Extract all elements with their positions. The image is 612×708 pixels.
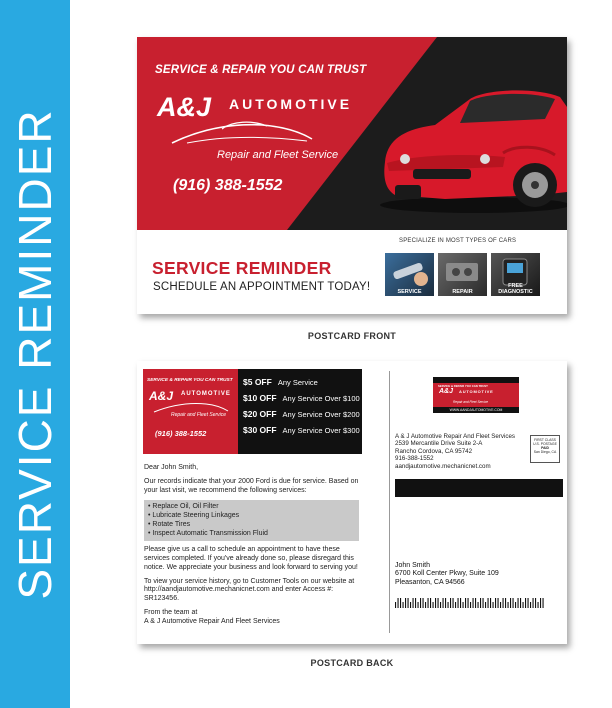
barcode-bar	[443, 598, 444, 608]
return-address-line: 2539 Mercantile Drive Suite 2-A	[395, 440, 483, 448]
barcode-bar	[480, 598, 481, 608]
front-brand-aj: A&J	[157, 92, 212, 122]
barcode-bar	[485, 602, 486, 608]
list-item: • Lubricate Steering Linkages	[148, 512, 240, 519]
stamp-line: PAID	[541, 446, 549, 451]
address-divider	[389, 371, 390, 633]
barcode-bar	[403, 602, 404, 608]
logo-top-strip	[433, 377, 519, 383]
back-tagline: SERVICE & REPAIR YOU CAN TRUST	[147, 378, 233, 383]
car-swoosh-logo-icon	[167, 119, 317, 149]
offer-row	[243, 393, 360, 403]
back-brand-subtitle: Repair and Fleet Service	[171, 412, 227, 418]
offer-row	[243, 377, 318, 387]
return-address-line: aandjautomotive.mechanicnet.com	[395, 462, 491, 470]
barcode-bar	[440, 602, 441, 608]
offer-amount: $30 OFF	[243, 425, 277, 435]
postcard-front	[137, 37, 567, 314]
front-tagline: SERVICE & REPAIR YOU CAN TRUST	[155, 64, 367, 76]
barcode-bar	[453, 598, 454, 608]
side-banner-text: SERVICE REMINDER	[9, 108, 61, 600]
thumb-service	[385, 253, 434, 296]
offer-amount: $20 OFF	[243, 409, 277, 419]
offer-row	[243, 425, 360, 435]
barcode-bar	[523, 602, 524, 608]
barcode-bar	[520, 598, 521, 608]
back-brand-aj: A&J	[149, 389, 174, 403]
barcode-bar	[538, 602, 539, 608]
front-phone: (916) 388-1552	[173, 177, 283, 194]
barcode-bar	[515, 602, 516, 608]
barcode-bar	[518, 598, 519, 608]
barcode-bar	[508, 602, 509, 608]
list-item: • Inspect Automatic Transmission Fluid	[148, 529, 268, 537]
barcode-bar	[435, 598, 436, 608]
list-item: • Replace Oil, Oil Filter	[148, 503, 219, 511]
logo-url: WWW.AANDJAUTOMOTIVE.COM	[433, 407, 519, 413]
barcode-bar	[405, 598, 406, 608]
barcode-bar	[408, 598, 409, 608]
front-caption: POSTCARD FRONT	[307, 331, 397, 341]
thumb-repair-label: REPAIR	[452, 289, 473, 295]
offer-panel	[143, 369, 362, 454]
thumb-repair	[438, 253, 487, 296]
list-item: • Rotate Tires	[148, 520, 191, 528]
front-footer	[137, 230, 567, 314]
offer-row	[243, 409, 360, 419]
stamp-line: San Diego, CA	[533, 450, 557, 455]
thumb-diagnostic-label: FREE DIAGNOSTIC	[498, 283, 533, 295]
barcode-bar	[395, 602, 396, 608]
barcode-bar	[530, 602, 531, 608]
letter-paragraph: Please give us a call to schedule an appointment to have these services completed. If you've already done so, please disregard this notice. We appreciate your business and look forward to serving you!	[144, 546, 358, 571]
letter-body	[144, 464, 359, 626]
postage-stamp	[530, 435, 560, 463]
barcode-bar	[465, 598, 466, 608]
return-address-line: 916-388-1552	[395, 455, 434, 463]
barcode-bar	[493, 602, 494, 608]
barcode-bar	[463, 602, 464, 608]
barcode-bar	[420, 598, 421, 608]
back-phone: (916) 388-1552	[155, 429, 207, 438]
back-caption: POSTCARD BACK	[310, 658, 394, 668]
barcode-bar	[428, 598, 429, 608]
barcode-bar	[438, 598, 439, 608]
recipient-line: Pleasanton, CA 94566	[395, 578, 465, 586]
letter-paragraph: Our records indicate that your 2000 Ford is due for service. Based on your last visit, we recommend the following services:	[144, 477, 359, 494]
barcode-bar	[460, 598, 461, 608]
barcode-bar	[448, 602, 449, 608]
thumb-diagnostic	[491, 253, 540, 296]
barcode-bar	[455, 602, 456, 608]
barcode-bar	[483, 598, 484, 608]
barcode-bar	[500, 602, 501, 608]
barcode-bar	[543, 598, 544, 608]
offer-desc: Any Service Over $100	[282, 394, 360, 403]
barcode-bar	[430, 598, 431, 608]
barcode-bar	[533, 598, 534, 608]
logo-aj: A&J	[439, 388, 454, 395]
barcode-bar	[458, 598, 459, 608]
barcode-bar	[433, 602, 434, 608]
recipient-address	[395, 562, 499, 587]
barcode-bar	[505, 598, 506, 608]
barcode-bar	[525, 598, 526, 608]
barcode-bar	[535, 598, 536, 608]
letter-signoff-company: A & J Automotive Repair And Fleet Services	[144, 617, 280, 625]
barcode-bar	[488, 598, 489, 608]
barcode-bar	[423, 598, 424, 608]
front-brand-subtitle: Repair and Fleet Service	[217, 149, 339, 161]
offer-desc: Any Service Over $200	[282, 410, 360, 419]
specialize-label: SPECIALIZE IN MOST TYPES OF CARS	[399, 238, 517, 244]
barcode-bar	[490, 598, 491, 608]
letter-paragraph: To view your service history, go to Customer Tools on our website at http://aandjautomotive.mechanicnet.com and enter Access #: SR123456.	[144, 577, 355, 602]
postcard-back	[137, 361, 567, 644]
barcode-bar	[540, 598, 541, 608]
letter-greeting: Dear John Smith,	[144, 464, 199, 471]
barcode-bar	[400, 598, 401, 608]
red-car-image	[375, 67, 567, 217]
stamp-line: FIRST CLASS	[534, 438, 556, 442]
side-banner	[0, 0, 70, 708]
barcode-bar	[398, 598, 399, 608]
back-logo	[433, 377, 519, 413]
front-header	[137, 37, 567, 230]
logo-automotive: AUTOMOTIVE	[459, 389, 494, 394]
offer-amount: $5 OFF	[243, 377, 272, 387]
barcode-bar	[495, 598, 496, 608]
barcode-bar	[503, 598, 504, 608]
offer-amount: $10 OFF	[243, 393, 277, 403]
barcode-bar	[475, 598, 476, 608]
postal-barcode	[395, 598, 545, 608]
barcode-bar	[513, 598, 514, 608]
front-brand-automotive: AUTOMOTIVE	[229, 96, 353, 112]
barcode-bar	[468, 598, 469, 608]
barcode-bar	[450, 598, 451, 608]
thumb-service-label: SERVICE	[397, 289, 422, 295]
services-list	[144, 500, 359, 541]
barcode-bar	[510, 598, 511, 608]
recipient-line: John Smith	[395, 562, 431, 569]
offer-brand-block	[143, 369, 238, 454]
return-address-line: Rancho Cordova, CA 95742	[395, 447, 473, 455]
barcode-bar	[425, 602, 426, 608]
barcode-bar	[470, 602, 471, 608]
letter-signoff: From the team at	[144, 608, 198, 616]
return-address-line: A & J Automotive Repair And Fleet Services	[395, 433, 516, 440]
offer-desc: Any Service Over $300	[282, 426, 360, 435]
barcode-bar	[478, 602, 479, 608]
logo-tagline: SERVICE & REPAIR YOU CAN TRUST	[438, 384, 488, 388]
black-bar	[395, 479, 563, 497]
barcode-bar	[418, 602, 419, 608]
barcode-bar	[410, 602, 411, 608]
logo-subtitle: Repair and Fleet Service	[453, 400, 489, 404]
barcode-bar	[498, 598, 499, 608]
return-address	[395, 433, 515, 470]
barcode-bar	[413, 598, 414, 608]
offer-desc: Any Service	[277, 378, 318, 387]
back-brand-automotive: AUTOMOTIVE	[181, 391, 231, 397]
barcode-bar	[473, 598, 474, 608]
front-subtitle: SCHEDULE AN APPOINTMENT TODAY!	[153, 281, 371, 293]
barcode-bar	[528, 598, 529, 608]
barcode-bar	[445, 598, 446, 608]
recipient-line: 6700 Koll Center Pkwy, Suite 109	[395, 570, 499, 578]
front-title: SERVICE REMINDER	[152, 258, 332, 278]
stamp-line: U.S. POSTAGE	[533, 442, 557, 447]
barcode-bar	[415, 598, 416, 608]
